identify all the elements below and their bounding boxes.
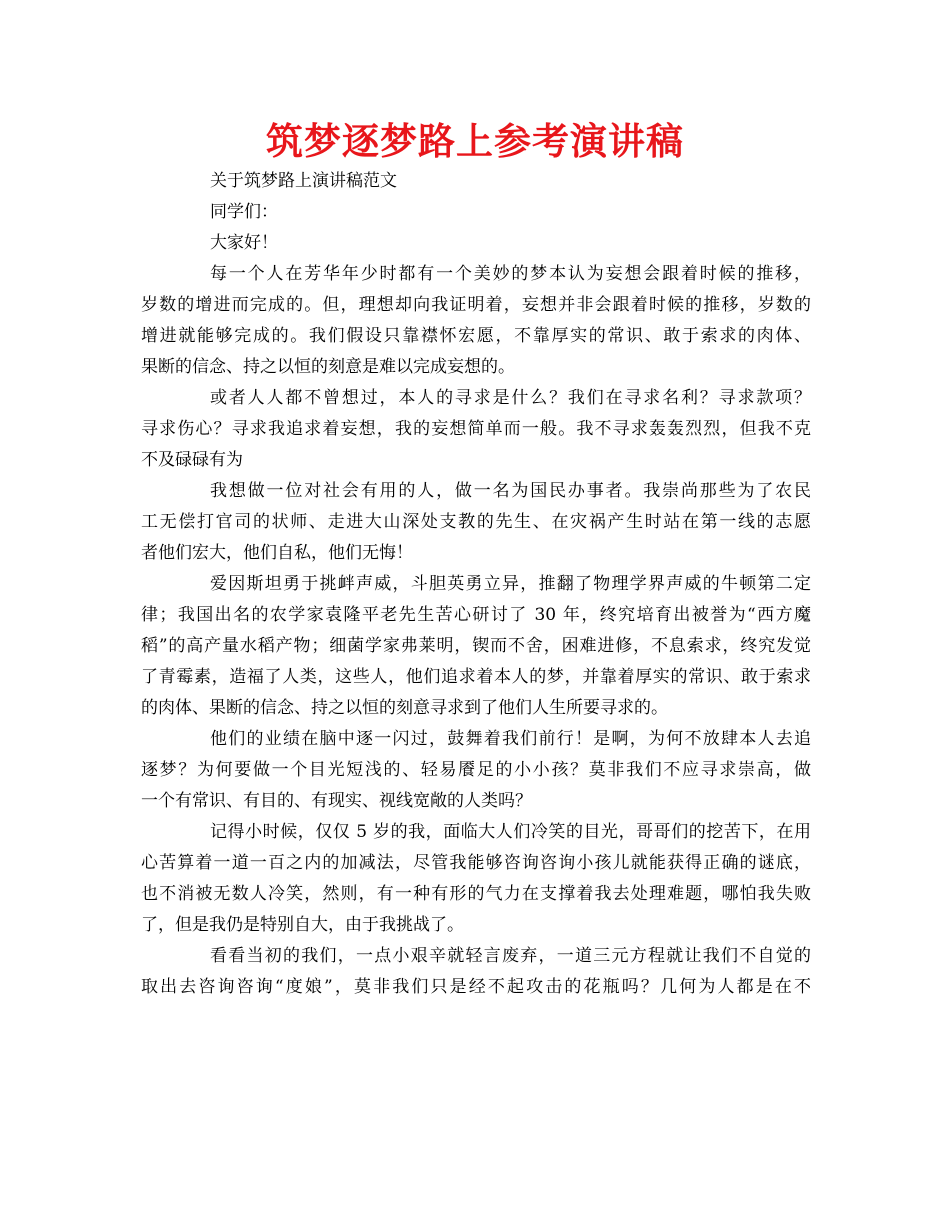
- text-line: 不及碌碌有为: [141, 450, 243, 470]
- text-line: 一个有常识、有目的、有现实、视线宽敞的人类吗？: [141, 791, 532, 811]
- text-line: 律；我国出名的农学家袁隆平老先生苦心研讨了 30 年，终究培育出被誉为“西方魔: [141, 605, 811, 625]
- text-line: 岁数的增进而完成的。但，理想却向我证明着，妄想并非会跟着时候的推移，岁数的: [141, 295, 811, 315]
- text-line: 果断的信念、持之以恒的刻意是难以完成妄想的。: [141, 357, 515, 377]
- text-line: 每一个人在芳华年少时都有一个美妙的梦本认为妄想会跟着时候的推移，: [210, 264, 811, 284]
- text-line: 心苦算着一道一百之内的加减法，尽管我能够咨询咨询小孩儿就能获得正确的谜底，: [141, 853, 811, 873]
- text-line: 稻”的高产量水稻产物；细菌学家弗莱明，锲而不舍，困难进修，不息索求，终究发觉: [141, 636, 811, 656]
- text-line: 记得小时候，仅仅 5 岁的我，面临大人们冷笑的目光，哥哥们的挖苦下，在用: [210, 822, 811, 842]
- text-line: 也不消被无数人冷笑，然则，有一种有形的气力在支撑着我去处理难题，哪怕我失败: [141, 884, 811, 904]
- text-line: 寻求伤心？寻求我追求着妄想，我的妄想简单而一般。我不寻求轰轰烈烈，但我不克: [141, 419, 811, 439]
- text-line: 关于筑梦路上演讲稿范文: [210, 171, 397, 191]
- text-line: 我想做一位对社会有用的人，做一名为国民办事者。我崇尚那些为了农民: [210, 481, 811, 501]
- text-line: 了青霉素，造福了人类，这些人，他们追求着本人的梦，并靠着厚实的常识、敢于索求: [141, 667, 811, 687]
- text-line: 的肉体、果断的信念、持之以恒的刻意寻求到了他们人生所要寻求的。: [141, 698, 668, 718]
- document-body: [141, 166, 811, 1003]
- text-line: 爱因斯坦勇于挑衅声威，斗胆英勇立异，推翻了物理学界声威的牛顿第二定: [210, 574, 811, 594]
- text-line: 增进就能够完成的。我们假设只靠襟怀宏愿，不靠厚实的常识、敢于索求的肉体、: [141, 326, 811, 346]
- text-line: 或者人人都不曾想过，本人的寻求是什么？我们在寻求名利？寻求款项？: [210, 388, 811, 408]
- text-line: 取出去咨询咨询“度娘”，莫非我们只是经不起攻击的花瓶吗？几何为人都是在不: [141, 977, 811, 997]
- document-title: 筑梦逐梦路上参考演讲稿: [266, 120, 684, 163]
- text-line: 者他们宏大，他们自私，他们无悔！: [141, 543, 413, 563]
- text-line: 大家好！: [210, 233, 278, 253]
- text-line: 他们的业绩在脑中逐一闪过，鼓舞着我们前行！是啊，为何不放肆本人去追: [210, 729, 811, 749]
- text-line: 了，但是我仍是特别自大，由于我挑战了。: [141, 915, 464, 935]
- text-line: 看看当初的我们，一点小艰辛就轻言废弃，一道三元方程就让我们不自觉的: [210, 946, 811, 966]
- text-line: 工无偿打官司的状师、走进大山深处支教的先生、在灾祸产生时站在第一线的志愿: [141, 512, 811, 532]
- text-line: 逐梦？为何要做一个目光短浅的、轻易餍足的小小孩？莫非我们不应寻求崇高，做: [141, 760, 811, 780]
- text-line: 同学们：: [210, 202, 278, 222]
